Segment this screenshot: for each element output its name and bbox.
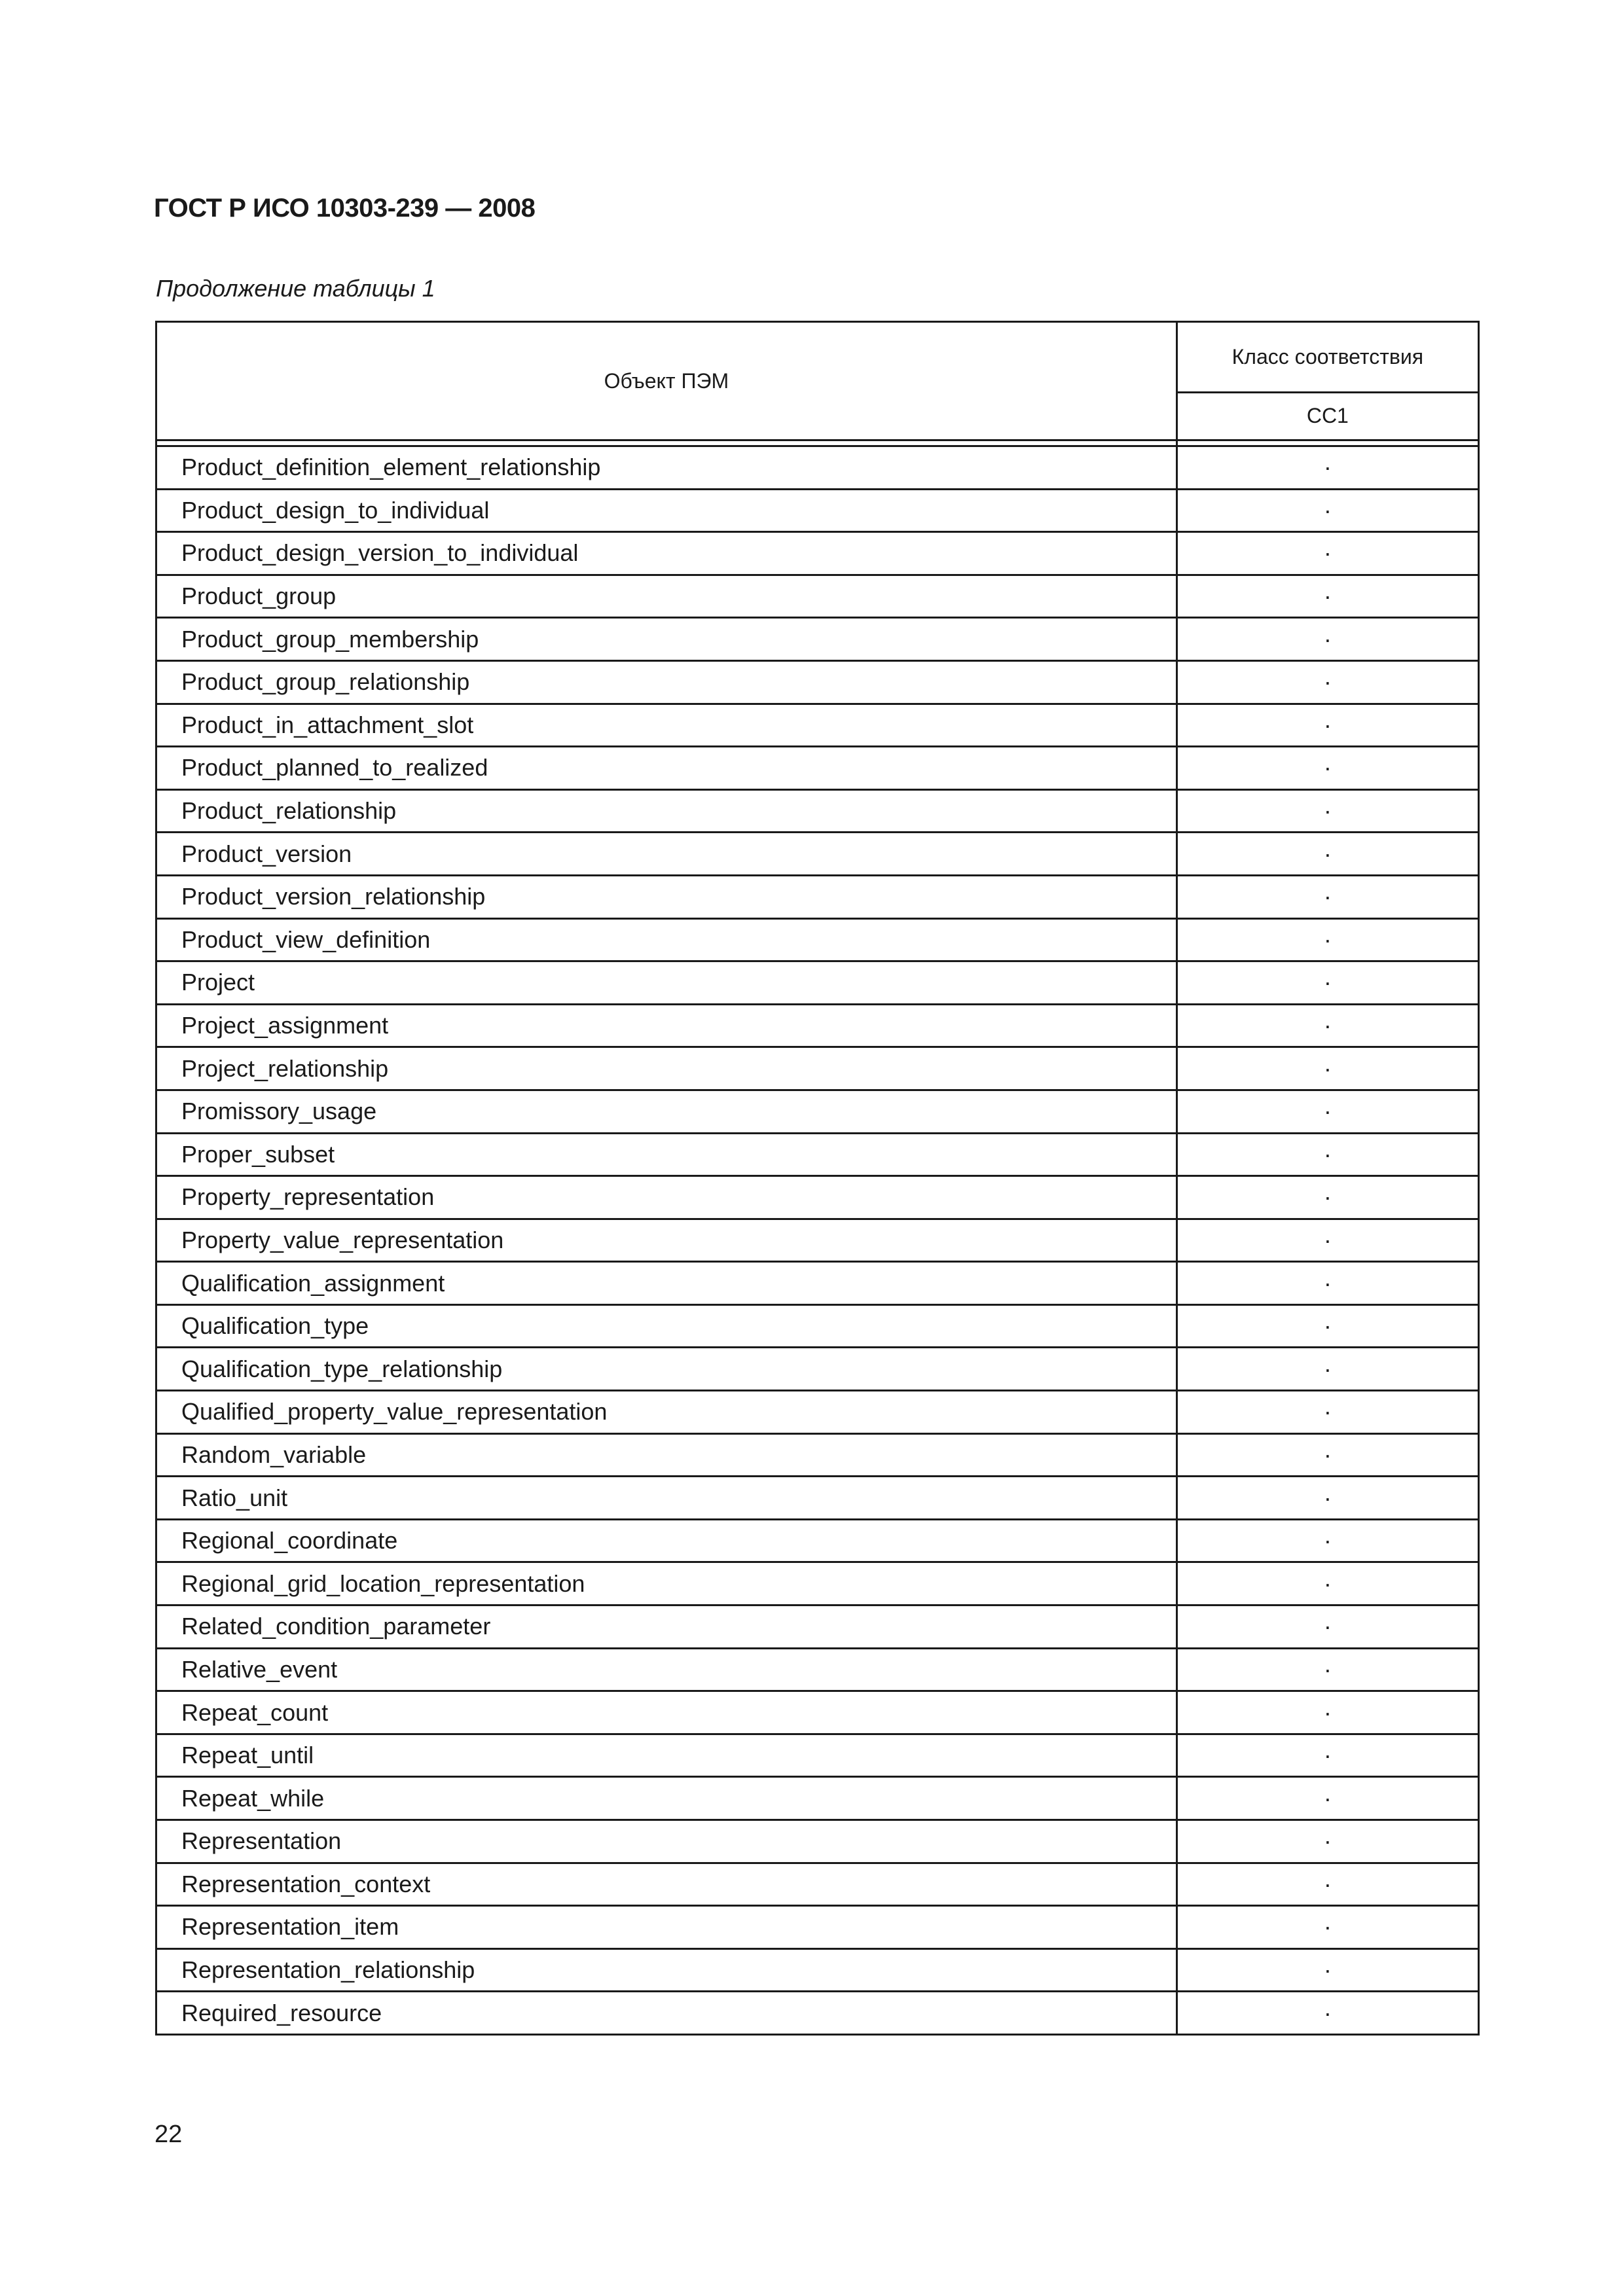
table-row — [156, 1691, 1479, 1734]
object-name-cell: Representation_item — [156, 1906, 1177, 1949]
cc1-mark-cell: · — [1176, 1820, 1478, 1863]
cc1-mark-cell: · — [1176, 1348, 1478, 1391]
cc1-mark-cell: · — [1176, 1004, 1478, 1047]
object-name-cell: Product_planned_to_realized — [156, 747, 1177, 790]
table-row — [156, 1906, 1479, 1949]
conformance-table — [155, 321, 1480, 2036]
cc1-mark-cell: · — [1176, 660, 1478, 704]
table-row — [156, 875, 1479, 918]
cc1-mark-cell: · — [1176, 1519, 1478, 1562]
table-row — [156, 1090, 1479, 1133]
page-number: 22 — [155, 2121, 183, 2148]
table-row — [156, 532, 1479, 575]
object-name-cell: Repeat_count — [156, 1691, 1177, 1734]
cc1-mark-cell: · — [1176, 575, 1478, 618]
table-row — [156, 1562, 1479, 1605]
cc1-mark-cell: · — [1176, 1433, 1478, 1477]
cc1-mark-cell: · — [1176, 1863, 1478, 1906]
cc1-mark-cell: · — [1176, 1304, 1478, 1348]
table-row — [156, 789, 1479, 833]
table-row — [156, 1262, 1479, 1305]
table-row — [156, 833, 1479, 876]
object-name-cell: Project — [156, 961, 1177, 1005]
cc1-mark-cell: · — [1176, 1090, 1478, 1133]
cc1-mark-cell: · — [1176, 1391, 1478, 1434]
object-name-cell: Qualification_assignment — [156, 1262, 1177, 1305]
object-name-cell: Product_in_attachment_slot — [156, 704, 1177, 747]
table-row — [156, 1176, 1479, 1219]
cc1-mark-cell: · — [1176, 618, 1478, 661]
table-row — [156, 1605, 1479, 1649]
cc1-mark-cell: · — [1176, 489, 1478, 532]
object-name-cell: Repeat_while — [156, 1777, 1177, 1820]
table-row — [156, 618, 1479, 661]
table-row — [156, 1648, 1479, 1691]
table-row — [156, 1391, 1479, 1434]
cc1-mark-cell: · — [1176, 1477, 1478, 1520]
cc1-mark-cell: · — [1176, 1906, 1478, 1949]
cc1-mark-cell: · — [1176, 1648, 1478, 1691]
object-name-cell: Product_design_version_to_individual — [156, 532, 1177, 575]
object-name-cell: Representation_context — [156, 1863, 1177, 1906]
object-name-cell: Regional_coordinate — [156, 1519, 1177, 1562]
cc1-mark-cell: · — [1176, 1777, 1478, 1820]
object-name-cell: Product_group_relationship — [156, 660, 1177, 704]
table-row — [156, 1133, 1479, 1176]
table-row — [156, 1433, 1479, 1477]
cc1-mark-cell: · — [1176, 1219, 1478, 1262]
object-name-cell: Proper_subset — [156, 1133, 1177, 1176]
object-name-cell: Repeat_until — [156, 1734, 1177, 1777]
table-row — [156, 1863, 1479, 1906]
table-row — [156, 1820, 1479, 1863]
object-name-cell: Product_version_relationship — [156, 875, 1177, 918]
object-name-cell: Qualification_type — [156, 1304, 1177, 1348]
cc1-mark-cell: · — [1176, 789, 1478, 833]
object-name-cell: Property_value_representation — [156, 1219, 1177, 1262]
table-row — [156, 1777, 1479, 1820]
column-header-object: Объект ПЭМ — [156, 322, 1177, 440]
object-name-cell: Related_condition_parameter — [156, 1605, 1177, 1649]
document-header: ГОСТ Р ИСО 10303-239 — 2008 — [154, 194, 536, 223]
object-name-cell: Product_view_definition — [156, 918, 1177, 961]
table-row — [156, 1477, 1479, 1520]
object-name-cell: Product_design_to_individual — [156, 489, 1177, 532]
column-header-conformance-class: Класс соответствия — [1176, 322, 1478, 393]
cc1-mark-cell: · — [1176, 1948, 1478, 1992]
table-row — [156, 918, 1479, 961]
object-name-cell: Qualified_property_value_representation — [156, 1391, 1177, 1434]
cc1-mark-cell: · — [1176, 1734, 1478, 1777]
object-name-cell: Product_version — [156, 833, 1177, 876]
object-name-cell: Product_definition_element_relationship — [156, 446, 1177, 490]
object-name-cell: Promissory_usage — [156, 1090, 1177, 1133]
table-row — [156, 1219, 1479, 1262]
table-row — [156, 704, 1479, 747]
table-row — [156, 1519, 1479, 1562]
table-row — [156, 446, 1479, 490]
object-name-cell: Required_resource — [156, 1992, 1177, 2035]
object-name-cell: Project_assignment — [156, 1004, 1177, 1047]
cc1-mark-cell: · — [1176, 1992, 1478, 2035]
table-row — [156, 1004, 1479, 1047]
table-row — [156, 961, 1479, 1005]
table-row — [156, 1348, 1479, 1391]
object-name-cell: Product_group — [156, 575, 1177, 618]
cc1-mark-cell: · — [1176, 875, 1478, 918]
table-row — [156, 1992, 1479, 2035]
cc1-mark-cell: · — [1176, 1605, 1478, 1649]
table-row — [156, 1304, 1479, 1348]
object-name-cell: Regional_grid_location_representation — [156, 1562, 1177, 1605]
cc1-mark-cell: · — [1176, 1562, 1478, 1605]
table-row — [156, 1948, 1479, 1992]
table-row — [156, 489, 1479, 532]
cc1-mark-cell: · — [1176, 918, 1478, 961]
cc1-mark-cell: · — [1176, 446, 1478, 490]
cc1-mark-cell: · — [1176, 704, 1478, 747]
cc1-mark-cell: · — [1176, 1691, 1478, 1734]
object-name-cell: Qualification_type_relationship — [156, 1348, 1177, 1391]
object-name-cell: Representation — [156, 1820, 1177, 1863]
table-row — [156, 575, 1479, 618]
object-name-cell: Ratio_unit — [156, 1477, 1177, 1520]
cc1-mark-cell: · — [1176, 1262, 1478, 1305]
column-header-cc1: CC1 — [1176, 392, 1478, 440]
cc1-mark-cell: · — [1176, 1133, 1478, 1176]
table-caption: Продолжение таблицы 1 — [156, 275, 435, 302]
object-name-cell: Random_variable — [156, 1433, 1177, 1477]
object-name-cell: Product_relationship — [156, 789, 1177, 833]
object-name-cell: Property_representation — [156, 1176, 1177, 1219]
cc1-mark-cell: · — [1176, 961, 1478, 1005]
cc1-mark-cell: · — [1176, 532, 1478, 575]
object-name-cell: Relative_event — [156, 1648, 1177, 1691]
object-name-cell: Product_group_membership — [156, 618, 1177, 661]
cc1-mark-cell: · — [1176, 833, 1478, 876]
table-row — [156, 747, 1479, 790]
cc1-mark-cell: · — [1176, 1047, 1478, 1090]
object-name-cell: Project_relationship — [156, 1047, 1177, 1090]
table-row — [156, 1047, 1479, 1090]
table-row — [156, 660, 1479, 704]
cc1-mark-cell: · — [1176, 747, 1478, 790]
cc1-mark-cell: · — [1176, 1176, 1478, 1219]
table-row — [156, 1734, 1479, 1777]
object-name-cell: Representation_relationship — [156, 1948, 1177, 1992]
